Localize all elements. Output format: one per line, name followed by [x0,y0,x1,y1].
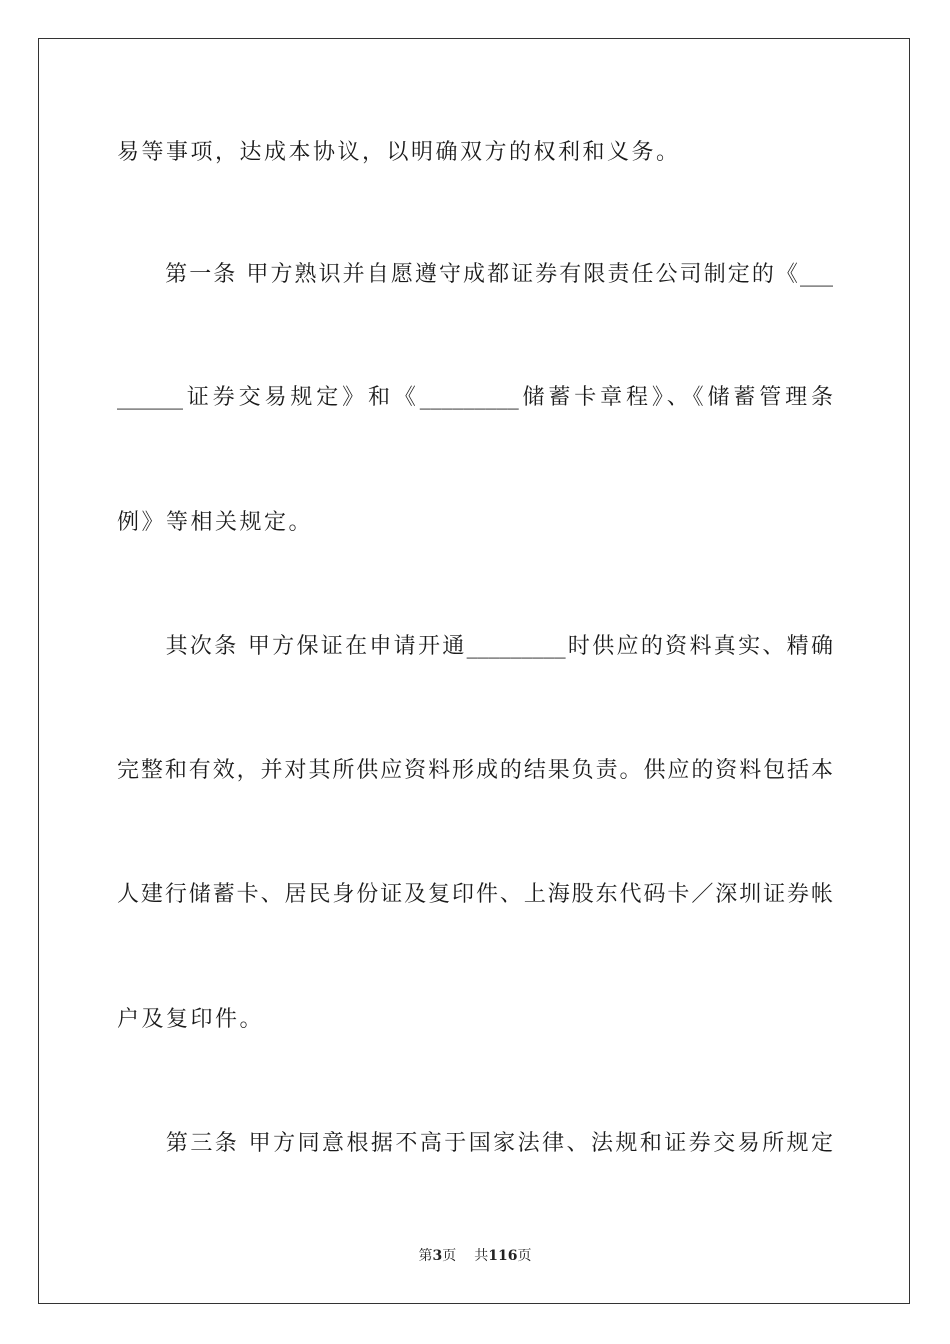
total-pages-number: 116 [488,1248,518,1264]
paragraph-line-6: 完整和有效，并对其所供应资料形成的结果负责。供应的资料包括本 [117,758,833,783]
page-footer [0,1247,950,1265]
paragraph-line-9: 第三条 甲方同意根据不高于国家法律、法规和证券交易所规定 [117,1131,833,1156]
paragraph-line-2: 第一条 甲方熟识并自愿遵守成都证券有限责任公司制定的《___ [117,262,833,287]
page-number-prefix: 第 [418,1248,433,1264]
total-pages-suffix: 页 [517,1248,532,1264]
paragraph-line-8: 户及复印件。 [117,1007,265,1032]
total-pages-prefix: 共 [474,1248,489,1264]
paragraph-line-4: 例》等相关规定。 [117,510,314,535]
paragraph-line-3: ______证券交易规定》和《_________储蓄卡章程》、《储蓄管理条 [117,385,833,410]
paragraph-line-7: 人建行储蓄卡、居民身份证及复印件、上海股东代码卡／深圳证券帐 [117,882,833,907]
page-border [38,38,910,1304]
page-number: 3 [432,1248,443,1264]
page-number-suffix: 页 [442,1248,457,1264]
paragraph-line-5: 其次条 甲方保证在申请开通_________时供应的资料真实、精确 [117,634,833,659]
paragraph-line-1: 易等事项，达成本协议，以明确双方的权利和义务。 [117,140,681,165]
